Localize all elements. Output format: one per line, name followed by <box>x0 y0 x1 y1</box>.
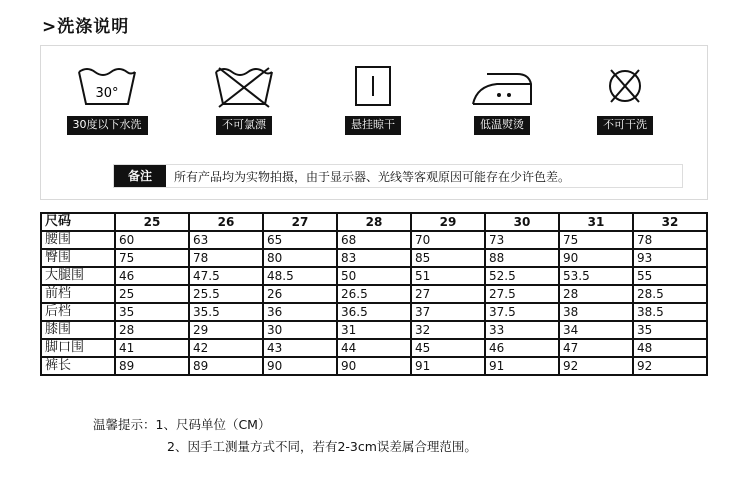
care-label-low-iron: 低温熨烫 <box>474 116 530 135</box>
size-row <box>41 321 707 339</box>
size-cell: 29 <box>189 321 263 339</box>
care-item-hang-dry <box>323 64 423 135</box>
size-cell: 90 <box>337 357 411 375</box>
size-cell: 88 <box>485 249 559 267</box>
size-cell: 25.5 <box>189 285 263 303</box>
size-cell: 90 <box>559 249 633 267</box>
size-header-row <box>41 213 707 231</box>
size-cell: 55 <box>633 267 707 285</box>
note-text: 所有产品均为实物拍摄，由于显示器、光线等客观原因可能存在少许色差。 <box>174 169 571 184</box>
tip-line-1: 温馨提示：1、尺码单位（CM） <box>93 417 271 432</box>
size-cell: 43 <box>263 339 337 357</box>
care-label-hang-dry: 悬挂晾干 <box>345 116 401 135</box>
size-col-header: 27 <box>263 213 337 231</box>
size-cell: 27 <box>411 285 485 303</box>
size-cell: 44 <box>337 339 411 357</box>
low-iron-icon <box>469 64 535 110</box>
size-cell: 36.5 <box>337 303 411 321</box>
size-row <box>41 357 707 375</box>
size-cell: 42 <box>189 339 263 357</box>
size-row <box>41 267 707 285</box>
size-cell: 41 <box>115 339 189 357</box>
tip-line-2: 2、因手工测量方式不同，若有2-3cm误差属合理范围。 <box>167 439 477 454</box>
size-cell: 37.5 <box>485 303 559 321</box>
size-cell: 34 <box>559 321 633 339</box>
size-col-header: 29 <box>411 213 485 231</box>
size-cell: 90 <box>263 357 337 375</box>
no-dry-clean-icon <box>594 64 656 110</box>
size-cell: 28 <box>115 321 189 339</box>
size-cell: 47 <box>559 339 633 357</box>
size-col-header: 25 <box>115 213 189 231</box>
size-row-label: 膝围 <box>41 321 115 339</box>
size-cell: 85 <box>411 249 485 267</box>
size-row-label: 后档 <box>41 303 115 321</box>
tips <box>93 414 477 458</box>
size-col-header: 32 <box>633 213 707 231</box>
section-title: >洗涤说明 <box>42 17 130 37</box>
wash-30-icon <box>76 64 138 110</box>
size-cell: 89 <box>189 357 263 375</box>
size-cell: 33 <box>485 321 559 339</box>
size-cell: 93 <box>633 249 707 267</box>
size-row-label: 大腿围 <box>41 267 115 285</box>
size-cell: 28 <box>559 285 633 303</box>
size-row <box>41 249 707 267</box>
no-bleach-icon <box>213 64 275 110</box>
size-row-label: 臀围 <box>41 249 115 267</box>
size-cell: 45 <box>411 339 485 357</box>
size-cell: 26.5 <box>337 285 411 303</box>
size-cell: 91 <box>485 357 559 375</box>
size-cell: 48.5 <box>263 267 337 285</box>
size-row <box>41 303 707 321</box>
size-cell: 92 <box>559 357 633 375</box>
size-col-header: 28 <box>337 213 411 231</box>
size-cell: 60 <box>115 231 189 249</box>
size-cell: 36 <box>263 303 337 321</box>
size-row <box>41 231 707 249</box>
size-row-label: 裤长 <box>41 357 115 375</box>
care-label-wash: 30度以下水洗 <box>67 116 148 135</box>
size-cell: 53.5 <box>559 267 633 285</box>
svg-text:30°: 30° <box>95 86 119 101</box>
size-cell: 27.5 <box>485 285 559 303</box>
care-item-no-dry-clean <box>575 64 675 135</box>
size-cell: 75 <box>115 249 189 267</box>
size-row-label: 腰围 <box>41 231 115 249</box>
note-tag: 备注 <box>114 165 166 187</box>
size-row <box>41 285 707 303</box>
size-cell: 48 <box>633 339 707 357</box>
size-cell: 92 <box>633 357 707 375</box>
size-row <box>41 339 707 357</box>
size-cell: 25 <box>115 285 189 303</box>
size-cell: 38 <box>559 303 633 321</box>
hang-dry-icon <box>342 64 404 110</box>
care-label-no-bleach: 不可氯漂 <box>216 116 272 135</box>
care-instructions-panel <box>40 45 708 200</box>
size-cell: 80 <box>263 249 337 267</box>
care-label-no-dry-clean: 不可干洗 <box>597 116 653 135</box>
size-header-label: 尺码 <box>41 213 115 231</box>
care-item-wash <box>57 64 157 135</box>
size-row-label: 前档 <box>41 285 115 303</box>
size-col-header: 30 <box>485 213 559 231</box>
size-cell: 46 <box>115 267 189 285</box>
size-cell: 38.5 <box>633 303 707 321</box>
size-cell: 37 <box>411 303 485 321</box>
size-cell: 50 <box>337 267 411 285</box>
size-cell: 30 <box>263 321 337 339</box>
note-row <box>113 164 683 188</box>
size-cell: 52.5 <box>485 267 559 285</box>
size-cell: 89 <box>115 357 189 375</box>
care-item-low-iron <box>452 64 552 135</box>
size-cell: 47.5 <box>189 267 263 285</box>
size-cell: 78 <box>633 231 707 249</box>
size-cell: 73 <box>485 231 559 249</box>
size-cell: 68 <box>337 231 411 249</box>
size-cell: 32 <box>411 321 485 339</box>
size-cell: 46 <box>485 339 559 357</box>
size-cell: 78 <box>189 249 263 267</box>
size-cell: 31 <box>337 321 411 339</box>
size-col-header: 31 <box>559 213 633 231</box>
size-row-label: 脚口围 <box>41 339 115 357</box>
size-cell: 35 <box>633 321 707 339</box>
size-cell: 65 <box>263 231 337 249</box>
size-cell: 70 <box>411 231 485 249</box>
size-cell: 75 <box>559 231 633 249</box>
size-cell: 35 <box>115 303 189 321</box>
size-cell: 26 <box>263 285 337 303</box>
size-cell: 91 <box>411 357 485 375</box>
size-cell: 51 <box>411 267 485 285</box>
care-item-no-bleach <box>194 64 294 135</box>
size-cell: 35.5 <box>189 303 263 321</box>
size-cell: 83 <box>337 249 411 267</box>
size-col-header: 26 <box>189 213 263 231</box>
size-cell: 28.5 <box>633 285 707 303</box>
size-cell: 63 <box>189 231 263 249</box>
size-table <box>40 212 708 376</box>
